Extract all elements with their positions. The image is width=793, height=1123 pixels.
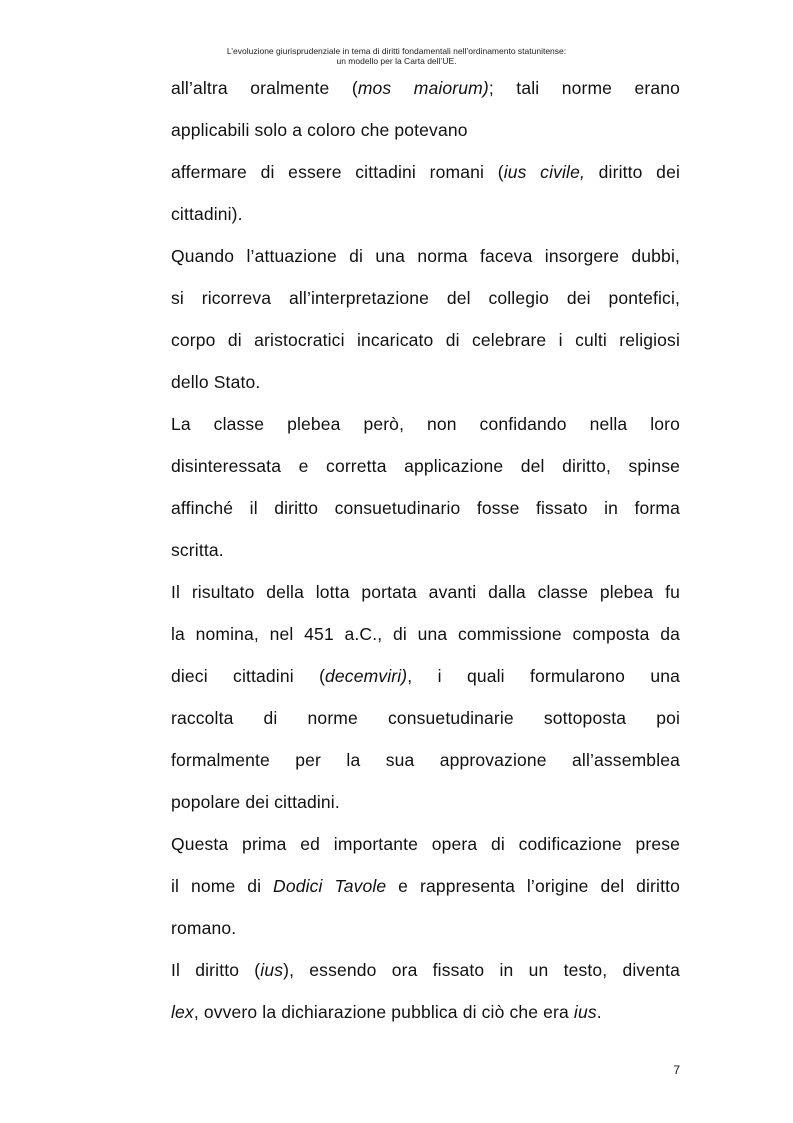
- running-header: [0, 46, 793, 66]
- page-number: 7: [673, 1063, 680, 1077]
- text-line: all’altra oralmente (mos maiorum); tali norme erano: [171, 78, 680, 98]
- text-line: applicabili solo a coloro che potevano: [171, 120, 468, 140]
- text-line: affermare di essere cittadini romani (ius civile, diritto dei: [171, 162, 680, 182]
- text-line: lex, ovvero la dichiarazione pubblica di ciò che era ius.: [171, 1002, 602, 1022]
- text-line: cittadini).: [171, 204, 243, 224]
- text-line: Quando l’attuazione di una norma faceva insorgere dubbi,: [171, 246, 680, 266]
- text-line: il nome di Dodici Tavole e rappresenta l’origine del diritto: [171, 876, 680, 896]
- text-line: Questa prima ed importante opera di codificazione prese: [171, 834, 680, 854]
- text-line: romano.: [171, 918, 237, 938]
- text-line: Il risultato della lotta portata avanti dalla classe plebea fu: [171, 582, 680, 602]
- header-line-1: L’evoluzione giurisprudenziale in tema di diritti fondamentali nell’ordinamento statunitense:: [226, 46, 567, 56]
- text-line: corpo di aristocratici incaricato di celebrare i culti religiosi: [171, 330, 680, 350]
- text-line: affinché il diritto consuetudinario fosse fissato in forma: [171, 498, 680, 518]
- body-text: [171, 67, 680, 1033]
- text-line: disinteressata e corretta applicazione del diritto, spinse: [171, 456, 680, 476]
- text-line: La classe plebea però, non confidando nella loro: [171, 414, 680, 434]
- text-line: la nomina, nel 451 a.C., di una commissione composta da: [171, 624, 680, 644]
- text-line: dello Stato.: [171, 372, 261, 392]
- text-line: si ricorreva all’interpretazione del collegio dei pontefici,: [171, 288, 680, 308]
- text-line: formalmente per la sua approvazione all’assemblea: [171, 750, 680, 770]
- text-line: Il diritto (ius), essendo ora fissato in un testo, diventa: [171, 960, 680, 980]
- text-line: raccolta di norme consuetudinarie sottoposta poi: [171, 708, 680, 728]
- header-line-2: un modello per la Carta dell’UE.: [336, 56, 457, 66]
- text-line: popolare dei cittadini.: [171, 792, 340, 812]
- text-line: scritta.: [171, 540, 224, 560]
- text-line: dieci cittadini (decemviri), i quali formularono una: [171, 666, 680, 686]
